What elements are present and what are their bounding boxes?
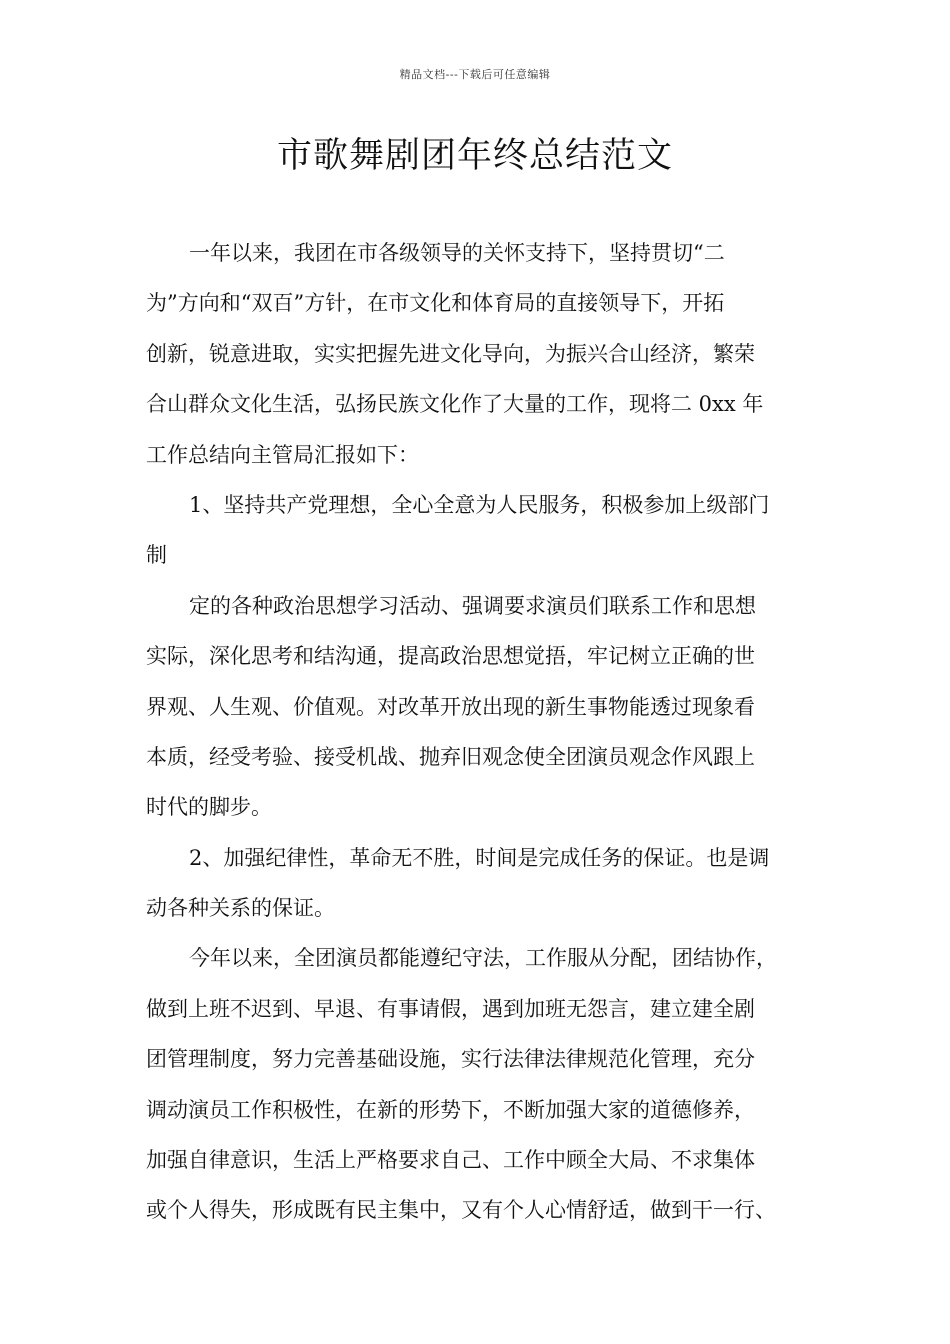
body-text xyxy=(146,228,836,1236)
document-title: 市歌舞剧团年终总结范文 xyxy=(276,136,673,176)
paragraph-line: 加强自律意识，生活上严格要求自己、工作中顾全大局、不求集体 xyxy=(146,1148,755,1173)
paragraph-line: 或个人得失，形成既有民主集中，又有个人心情舒适，做到干一行、 xyxy=(146,1198,776,1223)
paragraph-line: 创新，锐意进取，实实把握先进文化导向，为振兴合山经济，繁荣 xyxy=(146,341,755,366)
paragraph-line: 为”方向和“双百”方针，在市文化和体育局的直接领导下，开拓 xyxy=(146,291,725,316)
paragraph-line: 做到上班不迟到、早退、有事请假，遇到加班无怨言，建立建全剧 xyxy=(146,996,755,1021)
paragraph-line: 一年以来，我团在市各级领导的关怀支持下，坚持贯切“二 xyxy=(189,241,725,265)
paragraph-line: 2、加强纪律性，革命无不胜，时间是完成任务的保证。也是调 xyxy=(189,845,770,870)
paragraph-line: 实际，深化思考和结沟通，提高政治思想觉捂，牢记树立正确的世 xyxy=(146,644,755,669)
paragraph-line: 时代的脚步。 xyxy=(146,795,272,820)
paragraph-line: 1、坚持共产党理想，全心全意为人民服务，积极参加上级部门 xyxy=(189,492,770,517)
header-note: 精品文档---下载后可任意编辑 xyxy=(399,68,551,81)
paragraph-line: 定的各种政治思想学习活动、强调要求演员们联系工作和思想 xyxy=(189,593,756,618)
paragraph-line: 团管理制度，努力完善基础设施，实行法律法律规范化管理，充分 xyxy=(146,1047,755,1072)
paragraph-line: 今年以来，全团演员都能遵纪守法，工作服从分配，团结协作， xyxy=(189,946,777,971)
paragraph-line: 界观、人生观、价值观。对改革开放出现的新生事物能透过现象看 xyxy=(146,694,755,719)
paragraph-line: 动各种关系的保证。 xyxy=(146,896,335,921)
paragraph-line: 本质，经受考验、接受机战、抛弃旧观念使全团演员观念作风跟上 xyxy=(146,744,755,769)
paragraph-line: 工作总结向主管局汇报如下： xyxy=(146,442,419,467)
paragraph-line: 调动演员工作积极性，在新的形势下，不断加强大家的道德修养， xyxy=(146,1097,755,1122)
paragraph-line: 制 xyxy=(146,543,167,568)
paragraph-line: 合山群众文化生活，弘扬民族文化作了大量的工作，现将二 0xx 年 xyxy=(146,392,764,417)
